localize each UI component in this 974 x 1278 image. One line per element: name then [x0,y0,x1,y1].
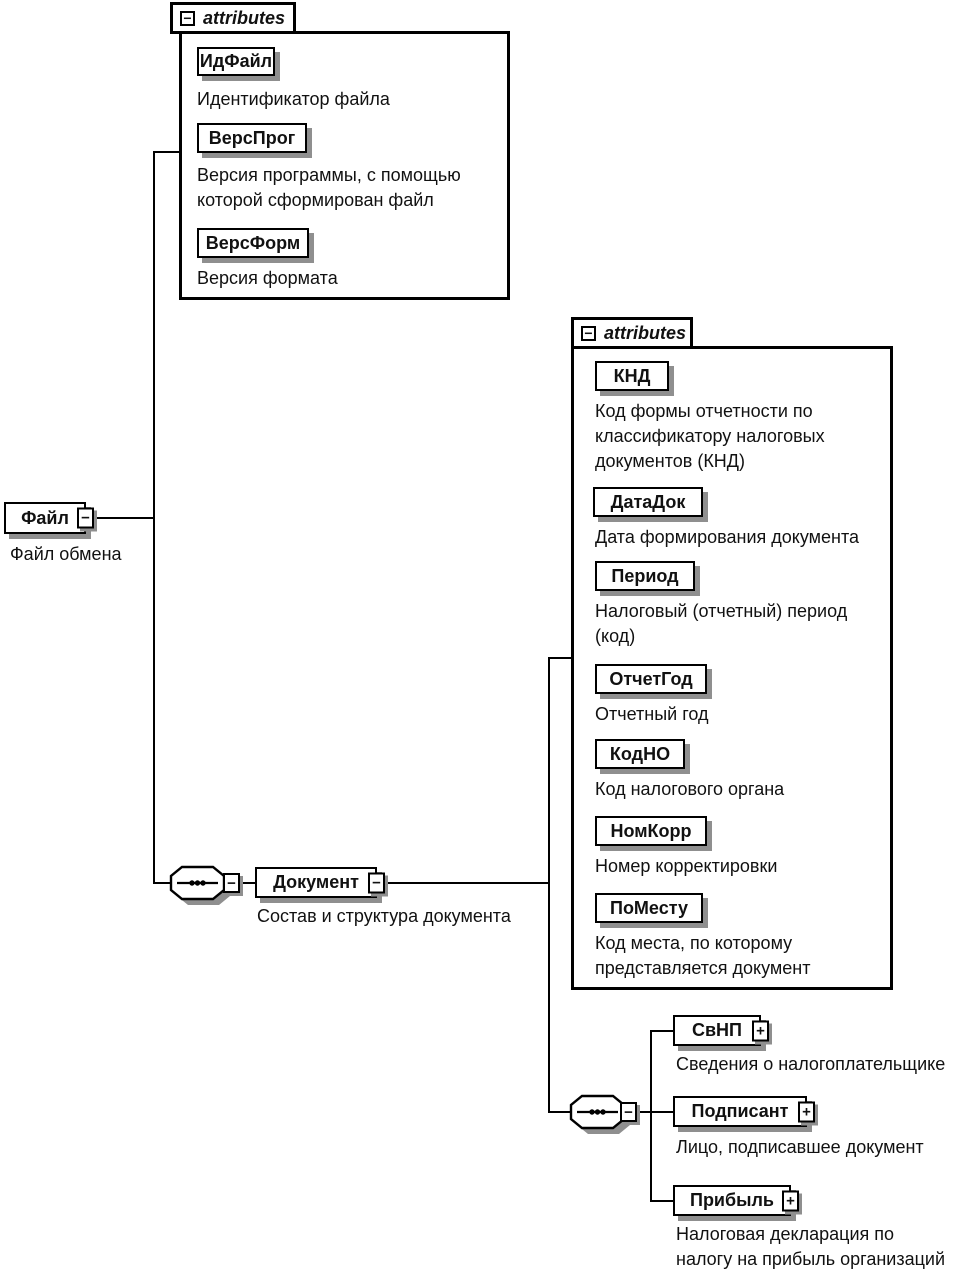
element-fajl-box[interactable] [4,502,90,534]
file-attributes-header[interactable] [170,2,296,34]
attribute-pomestu-annotation: Код места, по которому представляется документ [595,933,811,978]
element-svnp-annotation: Сведения о налогоплательщике [676,1054,946,1074]
attribute-name: ПоМесту [610,897,688,918]
attribute-knd-box[interactable] [595,361,669,391]
attribute-kodno-annotation: Код налогового органа [595,779,785,799]
connector-line [386,882,549,884]
collapse-icon[interactable]: − [180,11,195,26]
attributes-label: attributes [203,7,286,28]
connector-line [239,882,256,884]
connector-line [153,151,181,153]
attribute-period-box[interactable] [595,561,695,591]
attribute-versprog-annotation: Версия программы, с помощью которой сформирован файл [197,165,461,210]
connector-line [548,657,573,659]
connector-line [650,1030,652,1202]
attribute-versform-box[interactable] [197,228,309,258]
attribute-name: ОтчетГод [609,668,693,689]
collapse-icon[interactable]: − [620,1102,637,1122]
connector-line [153,882,171,884]
attribute-kodno-box[interactable] [595,739,685,769]
attribute-name: КНД [613,365,651,386]
attribute-versform-annotation: Версия формата [197,268,338,288]
sequence-icon[interactable] [570,1095,625,1129]
element-podpisant-box[interactable] [673,1096,811,1127]
element-podpisant-annotation: Лицо, подписавшее документ [676,1137,924,1157]
attribute-name: ВерсПрог [208,127,296,148]
attribute-name: НомКорр [610,820,692,841]
connector-line [650,1200,674,1202]
collapse-icon[interactable]: − [223,873,240,893]
document-attributes-header[interactable] [571,317,693,349]
attribute-knd-annotation: Код формы отчетности по классификатору налоговых документов (КНД) [595,401,825,471]
connector-line [548,1111,572,1113]
element-name: Документ [273,872,359,892]
attribute-name: ВерсФорм [205,232,301,253]
attribute-datadok-annotation: Дата формирования документа [595,527,860,547]
attribute-datadok-box[interactable] [593,487,703,517]
element-svnp-box[interactable] [673,1015,765,1046]
attributes-label: attributes [604,322,687,343]
element-name: Файл [21,507,69,528]
element-name: Прибыль [690,1190,774,1210]
element-pribyl-annotation: Налоговая декларация по налогу на прибыль организаций [676,1224,946,1269]
attribute-name: КодНО [609,743,671,764]
attribute-nomkorr-annotation: Номер корректировки [595,856,778,876]
sequence-icon[interactable] [170,866,225,900]
connector-line [650,1030,674,1032]
attribute-otchetgod-box[interactable] [595,664,707,694]
element-fajl-annotation: Файл обмена [10,544,122,564]
attribute-idfajl-box[interactable] [197,47,275,76]
connector-line [548,657,550,1113]
expand-icon[interactable]: + [752,1020,769,1041]
element-name: СвНП [691,1020,742,1040]
attribute-nomkorr-box[interactable] [595,816,707,846]
attribute-pomestu-box[interactable] [595,893,703,923]
connector-line [636,1111,674,1113]
attribute-versprog-box[interactable] [197,123,307,153]
attribute-name: ДатаДок [610,491,686,512]
collapse-icon[interactable]: − [77,508,94,529]
element-name: Подписант [691,1101,789,1121]
expand-icon[interactable]: + [798,1101,815,1122]
attribute-name: ИдФайл [199,51,273,71]
collapse-icon[interactable]: − [581,326,596,341]
attribute-period-annotation: Налоговый (отчетный) период (код) [595,601,848,646]
attribute-otchetgod-annotation: Отчетный год [595,704,709,724]
collapse-icon[interactable]: − [368,872,385,893]
attribute-name: Период [611,565,679,586]
attribute-idfajl-annotation: Идентификатор файла [197,89,390,109]
element-dokument-box[interactable] [255,867,381,898]
element-pribyl-box[interactable] [673,1185,795,1216]
expand-icon[interactable]: + [782,1190,799,1211]
connector-line [94,517,154,519]
element-dokument-annotation: Состав и структура документа [257,906,511,926]
